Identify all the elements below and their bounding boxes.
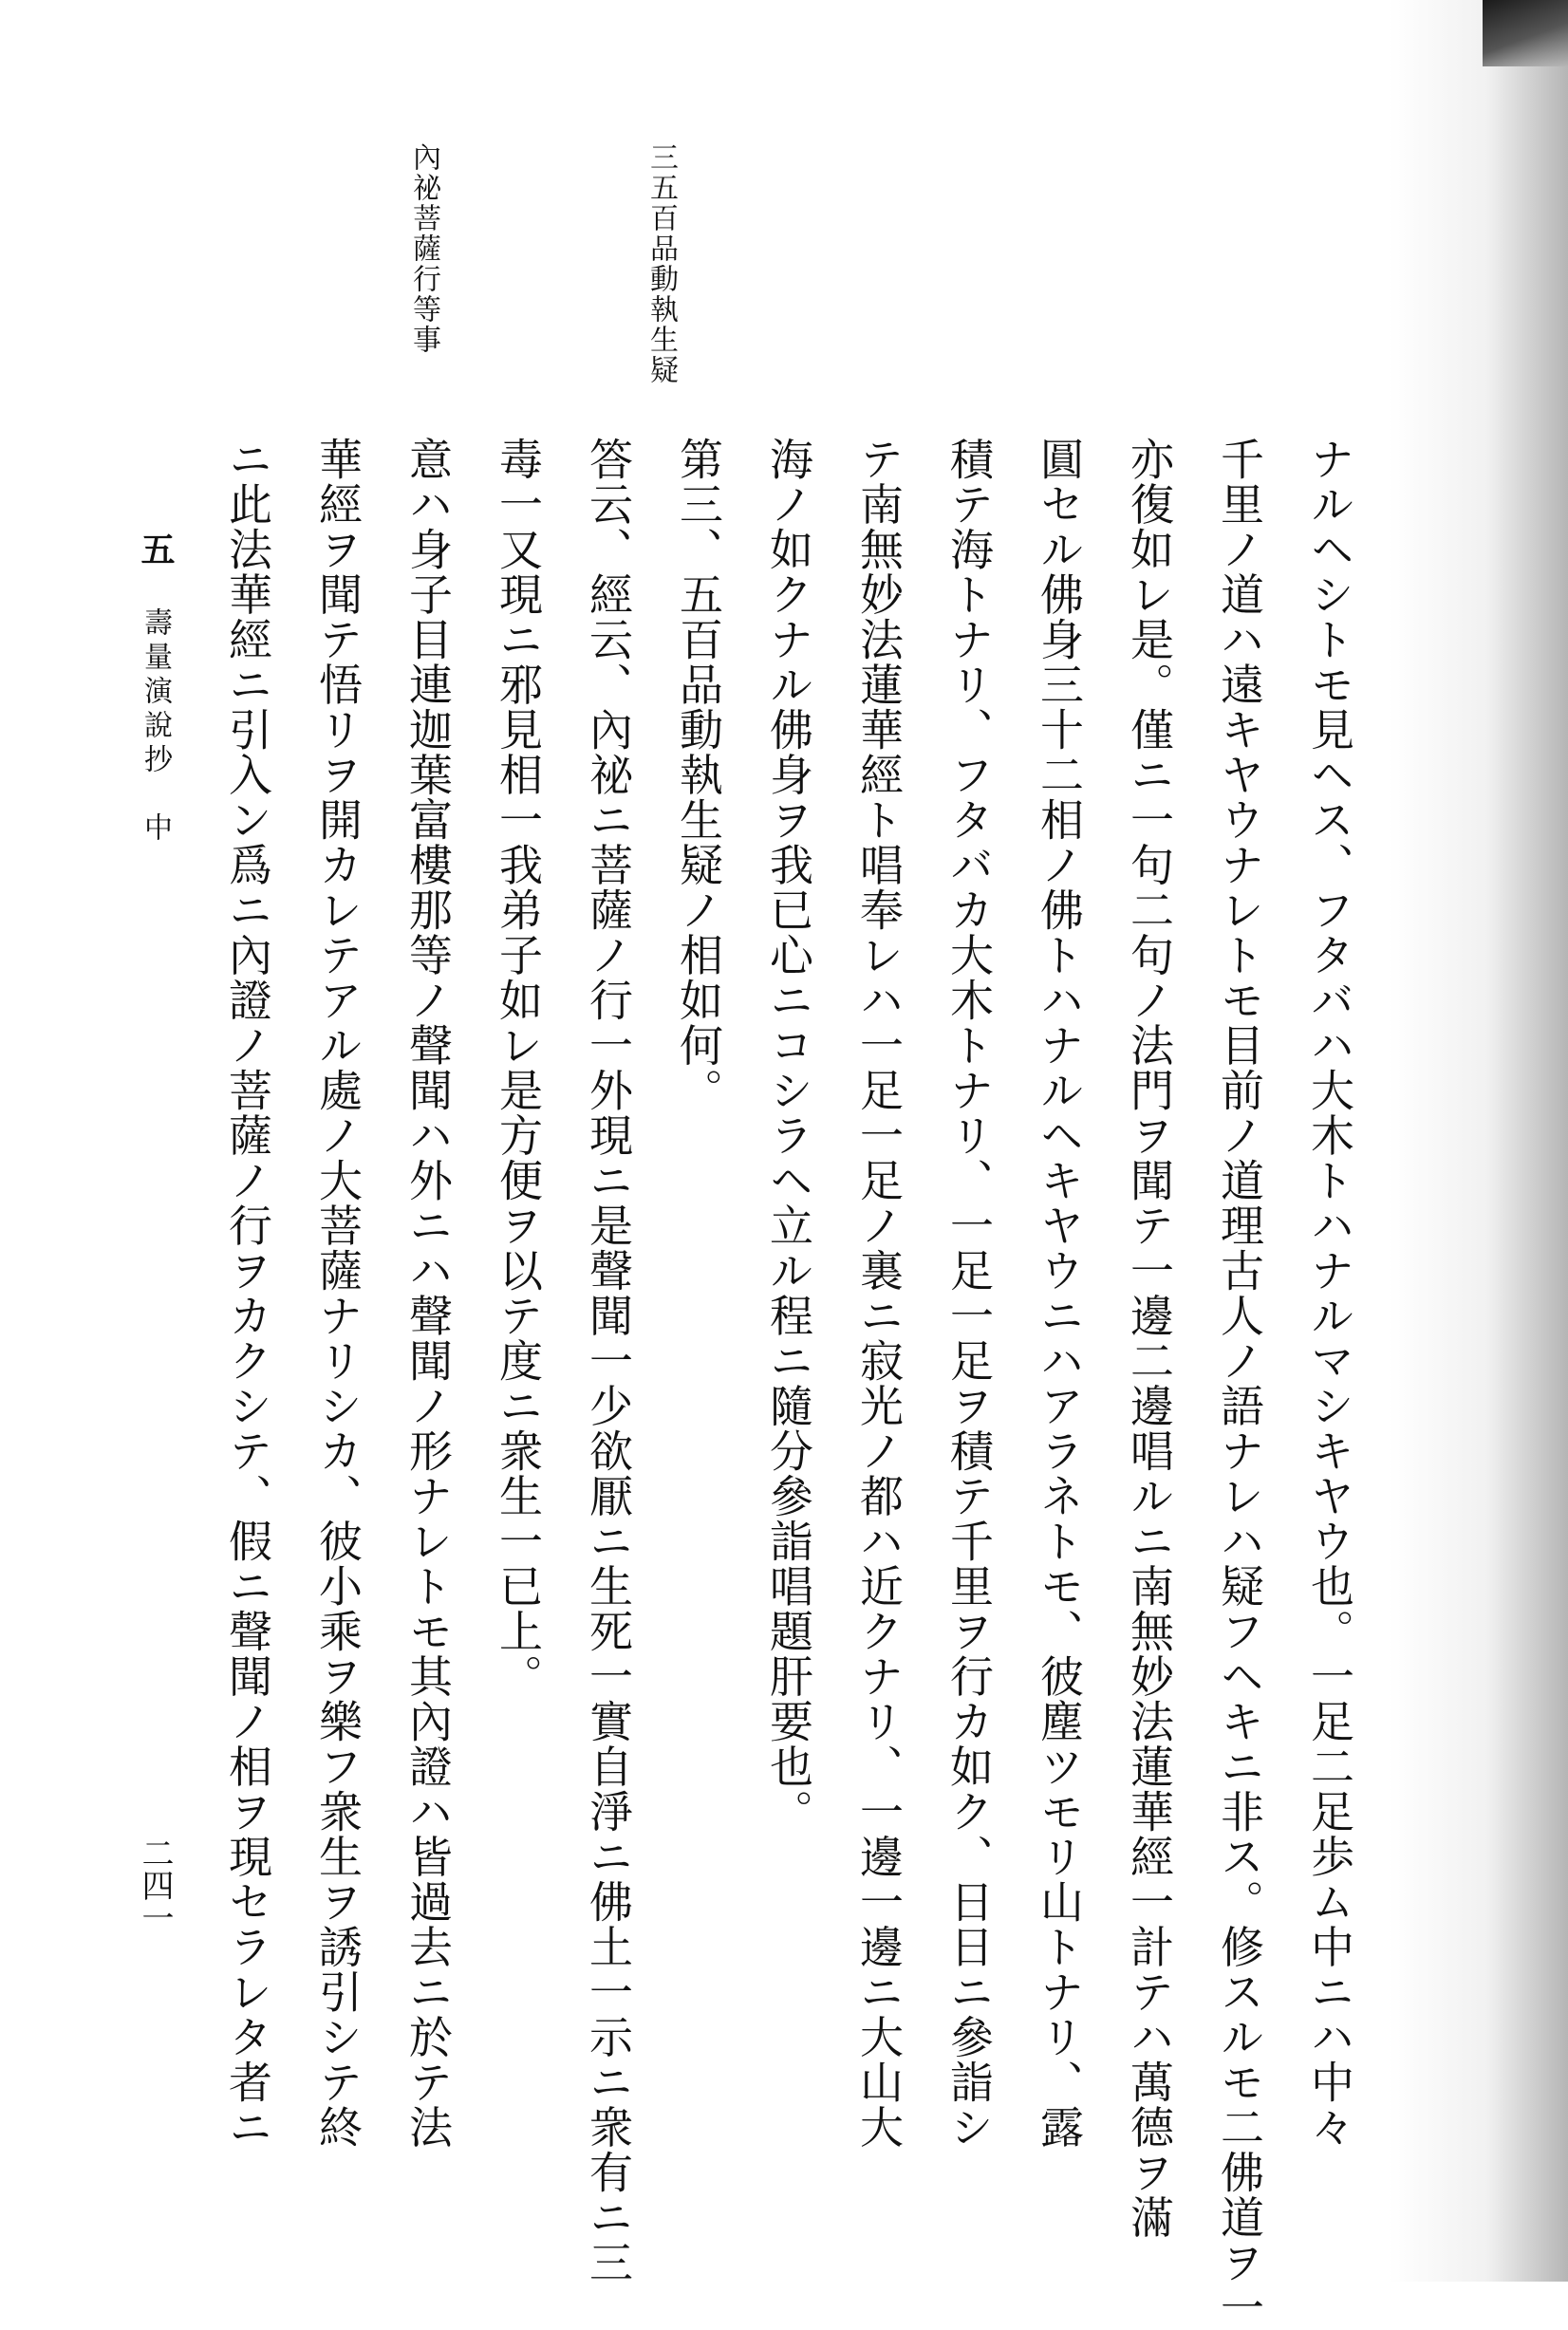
page-corner-shadow (1483, 0, 1568, 66)
body-line-7: 海ノ如クナル佛身ヲ我已心ニコシラヘ立ル程ニ隨分參詣唱題肝要也。 (763, 437, 814, 1835)
body-line-3: 亦復如レ是。僅ニ一句二句ノ法門ヲ聞テ一邊二邊唱ルニ南無妙法蓮華經一計テハ萬德ヲ滿 (1124, 437, 1175, 2240)
body-line-12: 華經ヲ聞テ悟リヲ開カレテアル處ノ大菩薩ナリシカ、彼小乘ヲ樂フ衆生ヲ誘引シテ終 (312, 437, 364, 2150)
body-line-9: 答云、經云、內祕ニ菩薩ノ行一外現ニ是聲聞一少欲厭ニ生死一實自淨ニ佛土一示ニ衆有ニ三 (583, 437, 634, 2285)
body-line-8: 第三、五百品動執生疑ノ相如何。 (673, 437, 724, 1113)
margin-note-dongzhi: 三五百品動執生疑 (644, 142, 678, 385)
body-line-11: 意ハ身子目連迦葉富樓那等ノ聲聞ハ外ニハ聲聞ノ形ナレトモ其內證ハ皆過去ニ於テ法 (402, 437, 454, 2150)
margin-note-neihi: 內祕菩薩行等事 (407, 142, 440, 355)
body-line-1: ナルヘシトモ見ヘス、フタバハ大木トハナルマシキヤウ也。一足二足歩ム中ニハ中々 (1304, 437, 1355, 2150)
body-line-4: 圓セル佛身三十二相ノ佛トハナルヘキヤウニハアラネトモ、彼塵ツモリ山トナリ、露 (1034, 437, 1085, 2150)
body-line-2: 千里ノ道ハ遠キヤウナレトモ目前ノ道理古人ノ語ナレハ疑フヘキニ非ス。修スルモ二佛道ヲ一 (1214, 437, 1265, 2330)
running-title: 壽量演說抄 中 (139, 607, 172, 847)
page-edge-shadow (1388, 0, 1568, 2282)
page-number: 二四一 (136, 1836, 174, 1933)
body-line-10: 毒一又現ニ邪見相一我弟子如レ是方便ヲ以テ度ニ衆生一已上。 (493, 437, 544, 1699)
chapter-number: 五 (136, 531, 176, 566)
body-line-13: ニ此法華經ニ引入ン爲ニ內證ノ菩薩ノ行ヲカクシテ、假ニ聲聞ノ相ヲ現セラレタ者ニ (222, 437, 273, 2150)
body-line-5: 積テ海トナリ、フタバカ大木トナリ、一足一足ヲ積テ千里ヲ行カ如ク、日日ニ參詣シ (943, 437, 995, 2150)
body-line-6: テ南無妙法蓮華經ト唱奉レハ一足一足ノ裏ニ寂光ノ都ハ近クナリ、一邊一邊ニ大山大 (853, 437, 905, 2150)
